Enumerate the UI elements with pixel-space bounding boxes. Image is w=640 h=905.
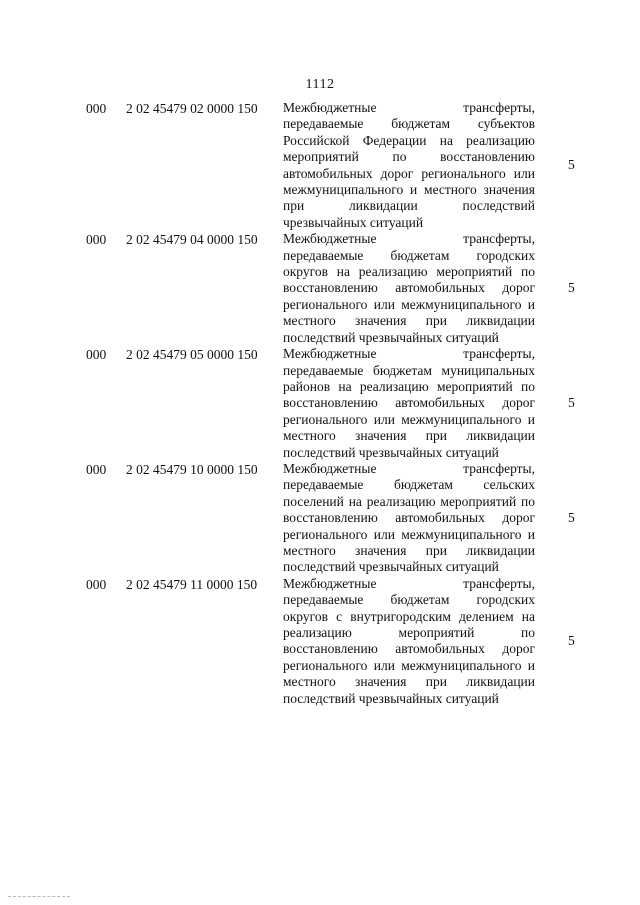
row-number: 5: [568, 509, 575, 525]
transfer-table: [0, 100, 640, 707]
table-row: [0, 576, 640, 707]
budget-classification-code: 2 02 45479 11 0000 150: [126, 576, 258, 592]
row-description: Межбюджетные трансферты, передаваемые бюджетам субъектов Российской Федерации на реализацию мероприятий по восстановлению автомобильных дорог регионального или межмуниципального и местного значения при ликвидации последствий чрезвычайных ситуаций: [283, 100, 535, 230]
row-number: 5: [568, 632, 575, 648]
table-row: [0, 346, 640, 461]
admin-code: 000: [86, 232, 107, 248]
row-number: 5: [568, 280, 575, 296]
table-row: [0, 231, 640, 346]
budget-classification-code: 2 02 45479 05 0000 150: [126, 347, 258, 363]
row-description: Межбюджетные трансферты, передаваемые бюджетам муниципальных районов на реализацию мероприятий по восстановлению автомобильных дорог регионального или межмуниципального и местного значения при ликвидации последствий чрезвычайных ситуаций: [283, 346, 535, 460]
admin-code: 000: [86, 576, 107, 592]
admin-code: 000: [86, 101, 107, 116]
admin-code: 000: [86, 461, 107, 477]
budget-classification-code: 2 02 45479 04 0000 150: [126, 232, 258, 248]
footer-scan-mark: [8, 896, 70, 898]
table-row: [0, 100, 640, 231]
table-row: [0, 461, 640, 576]
admin-code: 000: [86, 347, 107, 363]
row-description: Межбюджетные трансферты, передаваемые бюджетам сельских поселений на реализацию мероприятий по восстановлению автомобильных дорог регионального или межмуниципального и местного значения при ликвидации последствий чрезвычайных ситуаций: [283, 460, 535, 575]
page-number: 1112: [305, 77, 335, 92]
budget-classification-code: 2 02 45479 10 0000 150: [126, 461, 258, 477]
budget-classification-code: 2 02 45479 02 0000 150: [126, 101, 258, 116]
row-number: 5: [568, 157, 575, 172]
row-number: 5: [568, 395, 575, 411]
row-description: Межбюджетные трансферты, передаваемые бюджетам городских округов на реализацию мероприятий по восстановлению автомобильных дорог регионального или межмуниципального и местного значения при ликвидации последствий чрезвычайных ситуаций: [283, 231, 535, 345]
row-description: Межбюджетные трансферты, передаваемые бюджетам городских округов с внутригородским делением на реализацию мероприятий по восстановлению автомобильных дорог регионального или межмуниципального и местного значения при ликвидации последствий чрезвычайных ситуаций: [283, 575, 535, 706]
